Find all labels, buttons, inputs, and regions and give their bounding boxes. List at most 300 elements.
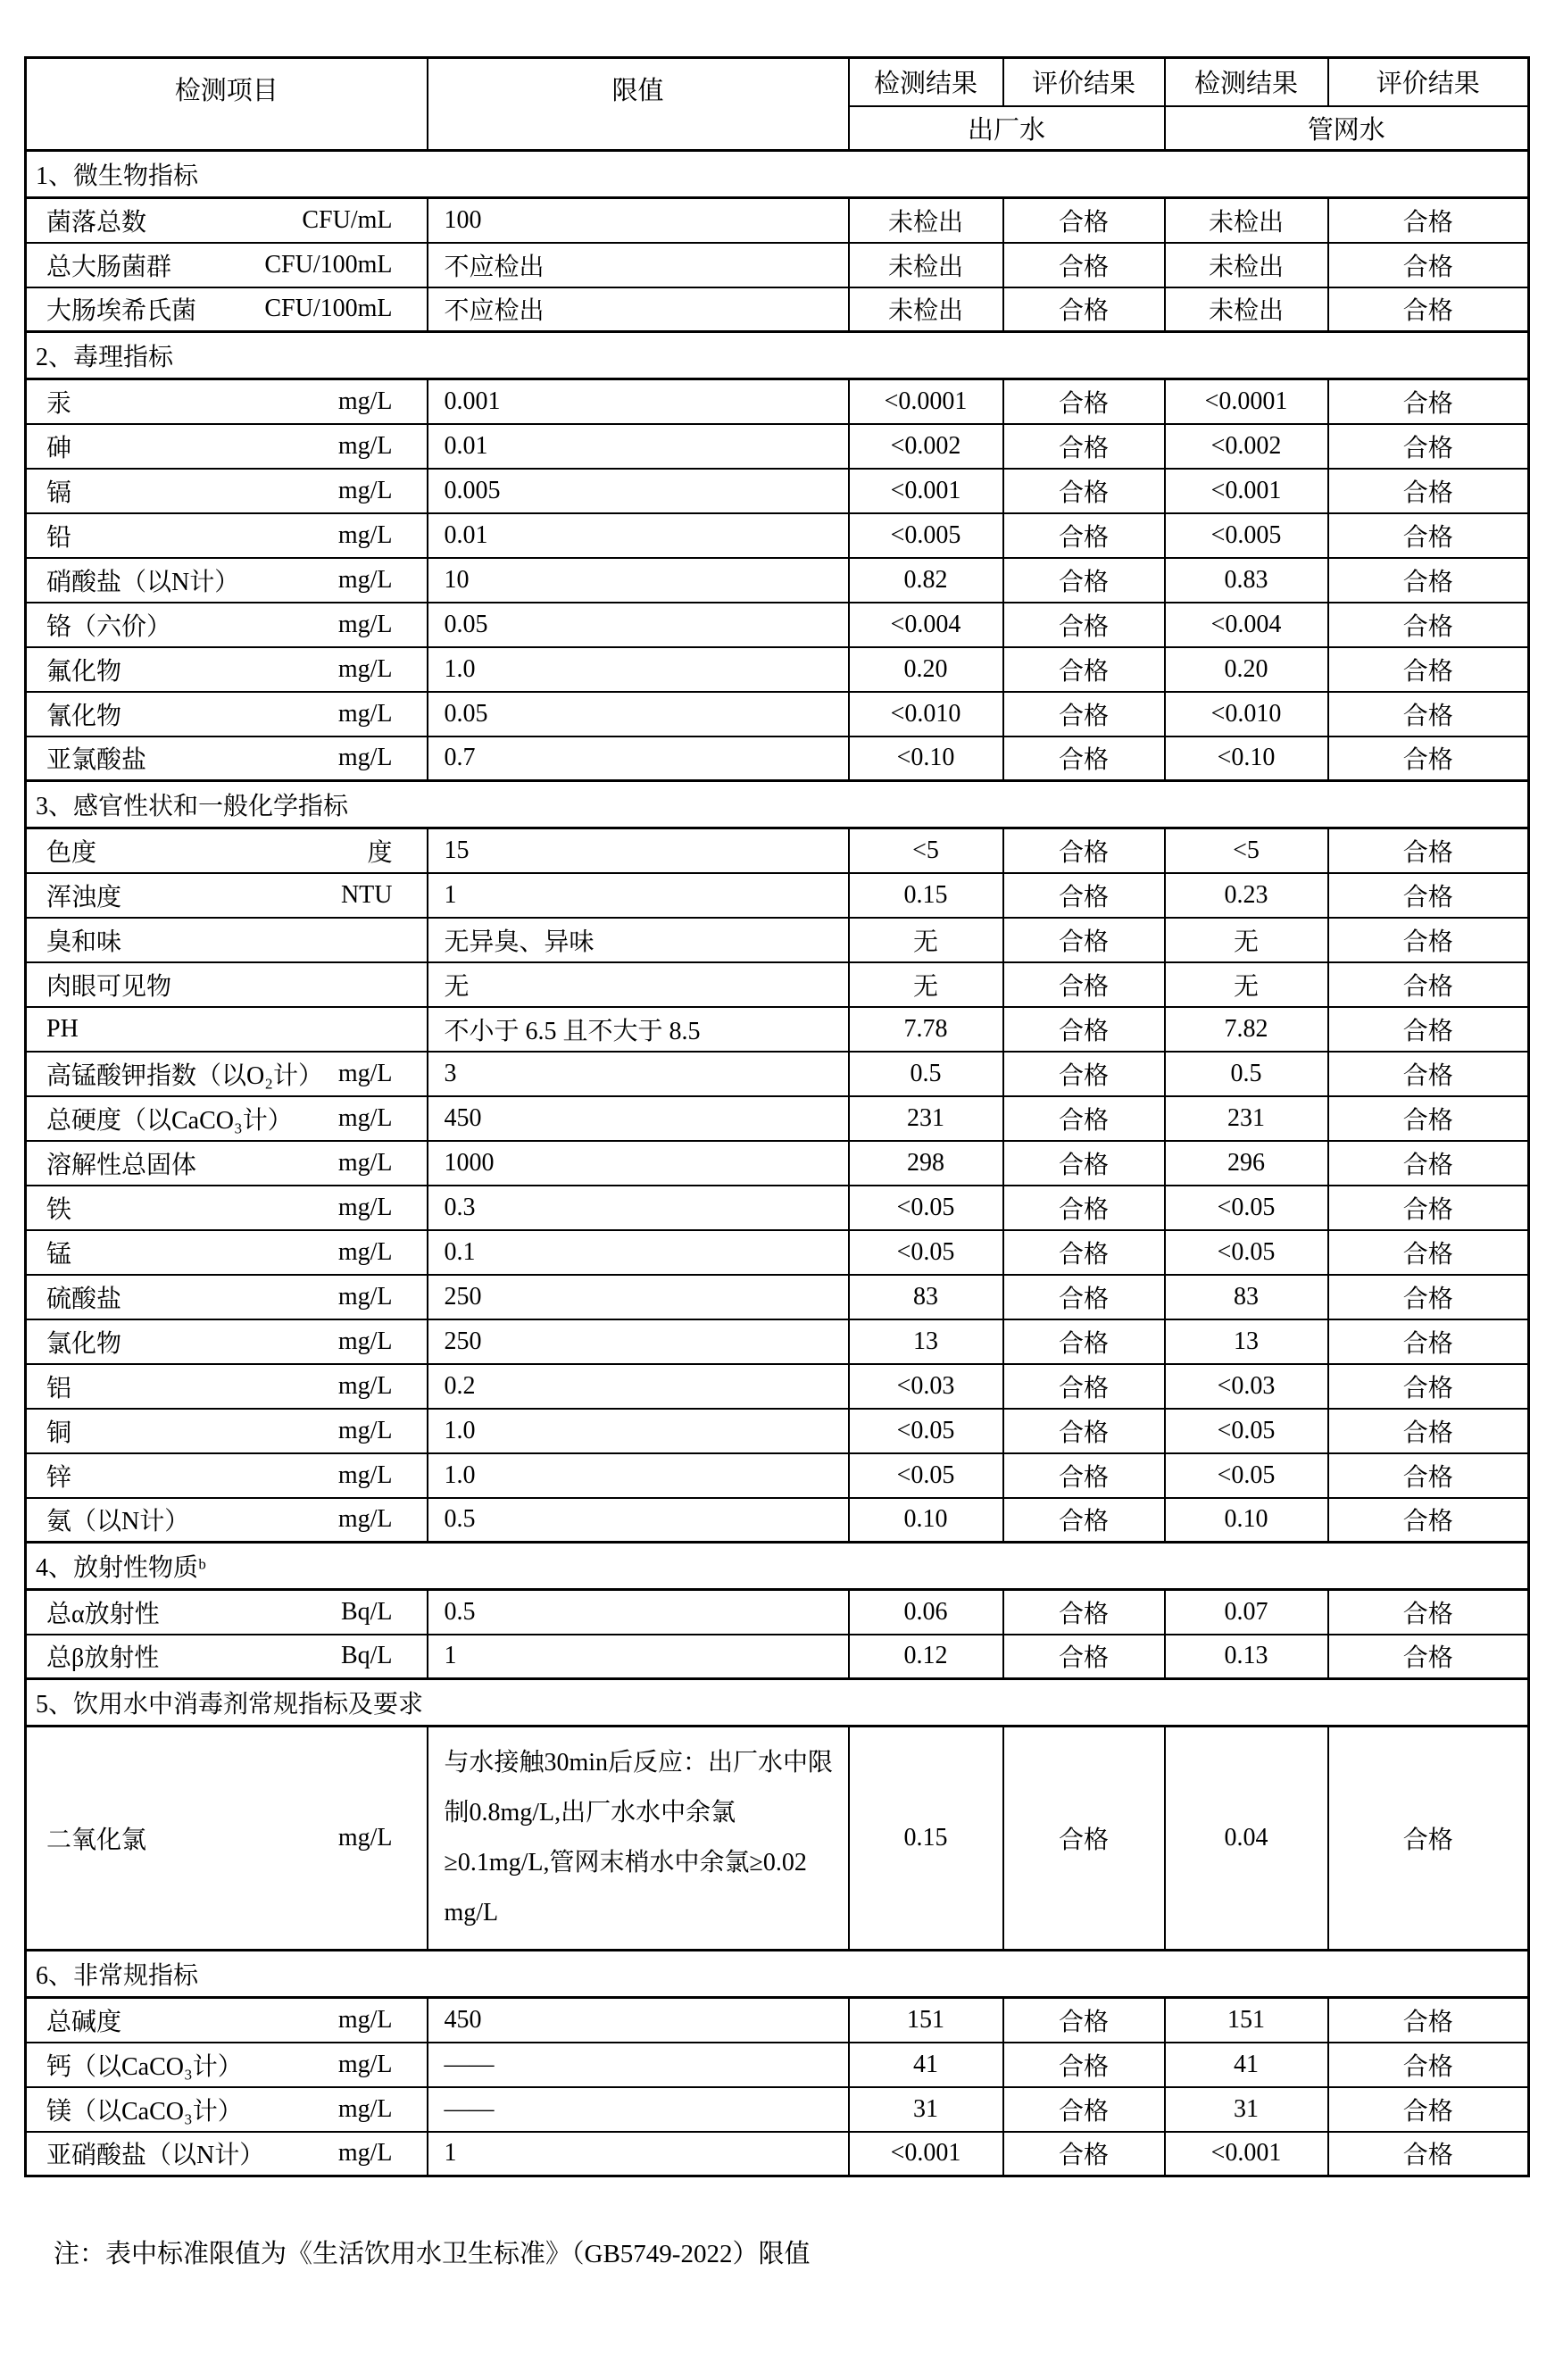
network-result: 31 bbox=[1165, 2087, 1328, 2132]
network-result: <0.10 bbox=[1165, 736, 1328, 781]
table-row bbox=[26, 1364, 1529, 1409]
table-row bbox=[26, 828, 1529, 873]
item-name: 亚硝酸盐（以N计） bbox=[46, 2142, 265, 2170]
header-limit: 限值 bbox=[428, 58, 849, 151]
network-eval: 合格 bbox=[1328, 1998, 1529, 2043]
network-result: 未检出 bbox=[1165, 198, 1328, 243]
header-result-network: 检测结果 bbox=[1165, 58, 1328, 106]
limit-value: 不应检出 bbox=[428, 243, 849, 287]
network-result: 83 bbox=[1165, 1275, 1328, 1319]
item-name: 铜 bbox=[46, 1419, 72, 1447]
factory-result: 151 bbox=[849, 1998, 1003, 2043]
item-name: 铝 bbox=[46, 1374, 72, 1402]
factory-result: <0.05 bbox=[849, 1230, 1003, 1275]
factory-eval: 合格 bbox=[1003, 1409, 1165, 1453]
factory-eval: 合格 bbox=[1003, 736, 1165, 781]
factory-eval: 合格 bbox=[1003, 287, 1165, 332]
network-eval: 合格 bbox=[1328, 828, 1529, 873]
table-row bbox=[26, 1230, 1529, 1275]
factory-result: 41 bbox=[849, 2043, 1003, 2087]
network-result: 未检出 bbox=[1165, 287, 1328, 332]
item-name: 溶解性总固体 bbox=[46, 1151, 197, 1179]
table-header bbox=[26, 58, 1529, 151]
factory-eval: 合格 bbox=[1003, 424, 1165, 469]
limit-value: —— bbox=[428, 2043, 849, 2087]
item-cell bbox=[26, 379, 428, 424]
limit-value: 450 bbox=[428, 1096, 849, 1141]
header-result-factory: 检测结果 bbox=[849, 58, 1003, 106]
limit-value: 0.5 bbox=[428, 1498, 849, 1543]
item-cell bbox=[26, 558, 428, 603]
factory-result: 0.10 bbox=[849, 1498, 1003, 1543]
item-unit: mg/L bbox=[337, 1148, 393, 1177]
network-result: <0.05 bbox=[1165, 1186, 1328, 1230]
item-name: 镉 bbox=[46, 478, 72, 507]
network-result: <0.001 bbox=[1165, 469, 1328, 513]
network-result: 0.13 bbox=[1165, 1635, 1328, 1679]
header-eval-network: 评价结果 bbox=[1328, 58, 1529, 106]
factory-result: <0.0001 bbox=[849, 379, 1003, 424]
section-title: 6、非常规指标 bbox=[26, 1951, 1529, 1998]
item-cell bbox=[26, 1141, 428, 1186]
network-result: 0.07 bbox=[1165, 1590, 1328, 1635]
item-name: 总β放射性 bbox=[46, 1644, 160, 1673]
factory-eval: 合格 bbox=[1003, 603, 1165, 647]
network-eval: 合格 bbox=[1328, 647, 1529, 692]
factory-result: <0.05 bbox=[849, 1409, 1003, 1453]
network-result: 151 bbox=[1165, 1998, 1328, 2043]
item-name: 铁 bbox=[46, 1195, 72, 1224]
item-cell bbox=[26, 2087, 428, 2132]
table-row bbox=[26, 603, 1529, 647]
table-row bbox=[26, 1186, 1529, 1230]
factory-result: 0.82 bbox=[849, 558, 1003, 603]
item-name: 钙（以CaCO₃计） bbox=[46, 2052, 243, 2081]
item-unit: mg/L bbox=[337, 654, 393, 683]
item-unit: mg/L bbox=[337, 1505, 393, 1534]
limit-value: 0.3 bbox=[428, 1186, 849, 1230]
factory-eval: 合格 bbox=[1003, 1007, 1165, 1052]
network-result: <0.010 bbox=[1165, 692, 1328, 736]
item-name: 硝酸盐（以N计） bbox=[46, 568, 240, 596]
network-result: 0.23 bbox=[1165, 873, 1328, 918]
factory-result: 31 bbox=[849, 2087, 1003, 2132]
item-unit: mg/L bbox=[337, 1371, 393, 1400]
header-group-factory: 出厂水 bbox=[849, 106, 1165, 151]
factory-result: 0.15 bbox=[849, 873, 1003, 918]
factory-eval: 合格 bbox=[1003, 469, 1165, 513]
table-row bbox=[26, 918, 1529, 962]
table-row bbox=[26, 2043, 1529, 2087]
limit-value: 1.0 bbox=[428, 1409, 849, 1453]
factory-eval: 合格 bbox=[1003, 513, 1165, 558]
network-eval: 合格 bbox=[1328, 1186, 1529, 1230]
item-name: 总碱度 bbox=[46, 2008, 122, 2036]
table-row bbox=[26, 1453, 1529, 1498]
limit-value: 0.7 bbox=[428, 736, 849, 781]
item-cell bbox=[26, 2043, 428, 2087]
item-name: 氟化物 bbox=[46, 657, 122, 686]
network-eval: 合格 bbox=[1328, 424, 1529, 469]
factory-eval: 合格 bbox=[1003, 1319, 1165, 1364]
item-cell bbox=[26, 513, 428, 558]
item-unit: mg/L bbox=[337, 2050, 393, 2078]
factory-eval: 合格 bbox=[1003, 1498, 1165, 1543]
item-name: 肉眼可见物 bbox=[46, 972, 172, 1001]
factory-eval: 合格 bbox=[1003, 1590, 1165, 1635]
section-header-row bbox=[26, 1679, 1529, 1727]
factory-eval: 合格 bbox=[1003, 1052, 1165, 1096]
section-header-row bbox=[26, 1543, 1529, 1590]
network-result: 0.20 bbox=[1165, 647, 1328, 692]
network-result: <0.05 bbox=[1165, 1409, 1328, 1453]
table-row bbox=[26, 287, 1529, 332]
network-eval: 合格 bbox=[1328, 736, 1529, 781]
item-cell bbox=[26, 1275, 428, 1319]
limit-value: 1.0 bbox=[428, 1453, 849, 1498]
item-unit: mg/L bbox=[337, 610, 393, 638]
item-name: 菌落总数 bbox=[46, 208, 147, 237]
limit-value: —— bbox=[428, 2087, 849, 2132]
network-eval: 合格 bbox=[1328, 513, 1529, 558]
item-cell bbox=[26, 424, 428, 469]
factory-result: 0.12 bbox=[849, 1635, 1003, 1679]
table-row bbox=[26, 1007, 1529, 1052]
item-unit: mg/L bbox=[337, 2094, 393, 2123]
network-eval: 合格 bbox=[1328, 379, 1529, 424]
item-unit: Bq/L bbox=[340, 1597, 393, 1626]
network-result: 296 bbox=[1165, 1141, 1328, 1186]
limit-value: 250 bbox=[428, 1275, 849, 1319]
network-eval: 合格 bbox=[1328, 1052, 1529, 1096]
network-eval: 合格 bbox=[1328, 1230, 1529, 1275]
item-cell bbox=[26, 469, 428, 513]
factory-eval: 合格 bbox=[1003, 1453, 1165, 1498]
item-cell bbox=[26, 287, 428, 332]
limit-value: 450 bbox=[428, 1998, 849, 2043]
item-cell bbox=[26, 1498, 428, 1543]
table-row bbox=[26, 198, 1529, 243]
item-cell bbox=[26, 1007, 428, 1052]
factory-result: <0.001 bbox=[849, 469, 1003, 513]
network-eval: 合格 bbox=[1328, 1141, 1529, 1186]
network-result: 无 bbox=[1165, 962, 1328, 1007]
network-eval: 合格 bbox=[1328, 287, 1529, 332]
network-eval: 合格 bbox=[1328, 1453, 1529, 1498]
limit-value: 1 bbox=[428, 2132, 849, 2176]
table-row bbox=[26, 1727, 1529, 1951]
network-result: <0.0001 bbox=[1165, 379, 1328, 424]
limit-value: 无 bbox=[428, 962, 849, 1007]
limit-value: 1 bbox=[428, 1635, 849, 1679]
item-unit: mg/L bbox=[337, 387, 393, 415]
item-cell bbox=[26, 198, 428, 243]
item-name: 镁（以CaCO₃计） bbox=[46, 2097, 243, 2126]
item-unit: mg/L bbox=[337, 1237, 393, 1266]
network-eval: 合格 bbox=[1328, 1590, 1529, 1635]
factory-eval: 合格 bbox=[1003, 1230, 1165, 1275]
item-cell bbox=[26, 1052, 428, 1096]
factory-eval: 合格 bbox=[1003, 1635, 1165, 1679]
section-header-row bbox=[26, 781, 1529, 828]
network-result: 无 bbox=[1165, 918, 1328, 962]
factory-eval: 合格 bbox=[1003, 1141, 1165, 1186]
limit-value: 无异臭、异味 bbox=[428, 918, 849, 962]
network-result: 0.83 bbox=[1165, 558, 1328, 603]
item-name: 铅 bbox=[46, 523, 72, 552]
limit-value: 0.5 bbox=[428, 1590, 849, 1635]
network-eval: 合格 bbox=[1328, 2132, 1529, 2176]
table-row bbox=[26, 558, 1529, 603]
water-quality-table bbox=[24, 56, 1530, 2177]
item-cell bbox=[26, 2132, 428, 2176]
item-cell bbox=[26, 692, 428, 736]
item-name: 硫酸盐 bbox=[46, 1285, 122, 1313]
item-cell bbox=[26, 1635, 428, 1679]
table-row bbox=[26, 1275, 1529, 1319]
network-eval: 合格 bbox=[1328, 2087, 1529, 2132]
factory-result: 298 bbox=[849, 1141, 1003, 1186]
network-eval: 合格 bbox=[1328, 1319, 1529, 1364]
table-row bbox=[26, 647, 1529, 692]
item-cell bbox=[26, 647, 428, 692]
limit-value: 0.01 bbox=[428, 513, 849, 558]
item-name: 亚氯酸盐 bbox=[46, 746, 147, 775]
item-unit: CFU/100mL bbox=[264, 295, 393, 323]
item-unit: mg/L bbox=[337, 565, 393, 594]
network-eval: 合格 bbox=[1328, 603, 1529, 647]
factory-eval: 合格 bbox=[1003, 2087, 1165, 2132]
factory-eval: 合格 bbox=[1003, 2132, 1165, 2176]
item-unit: mg/L bbox=[337, 699, 393, 728]
table-row bbox=[26, 1096, 1529, 1141]
table-row bbox=[26, 1409, 1529, 1453]
item-unit: mg/L bbox=[337, 1193, 393, 1221]
item-name: 氯化物 bbox=[46, 1329, 122, 1358]
item-name: PH bbox=[46, 1014, 79, 1043]
item-unit: mg/L bbox=[337, 2005, 393, 2034]
network-result: <0.05 bbox=[1165, 1230, 1328, 1275]
item-name: 氰化物 bbox=[46, 702, 122, 730]
limit-value: 0.05 bbox=[428, 603, 849, 647]
item-name: 铬（六价） bbox=[46, 612, 172, 641]
network-result: 未检出 bbox=[1165, 243, 1328, 287]
factory-eval: 合格 bbox=[1003, 962, 1165, 1007]
report-table-body bbox=[26, 151, 1529, 2176]
factory-result: 无 bbox=[849, 962, 1003, 1007]
factory-result: 未检出 bbox=[849, 243, 1003, 287]
network-result: 13 bbox=[1165, 1319, 1328, 1364]
table-row bbox=[26, 1590, 1529, 1635]
limit-value: 0.01 bbox=[428, 424, 849, 469]
factory-eval: 合格 bbox=[1003, 1096, 1165, 1141]
factory-eval: 合格 bbox=[1003, 873, 1165, 918]
network-eval: 合格 bbox=[1328, 1409, 1529, 1453]
network-eval: 合格 bbox=[1328, 1275, 1529, 1319]
factory-result: 0.06 bbox=[849, 1590, 1003, 1635]
table-row bbox=[26, 469, 1529, 513]
factory-result: 7.78 bbox=[849, 1007, 1003, 1052]
limit-value: 0.1 bbox=[428, 1230, 849, 1275]
network-eval: 合格 bbox=[1328, 1007, 1529, 1052]
limit-value: 1.0 bbox=[428, 647, 849, 692]
item-cell bbox=[26, 1409, 428, 1453]
factory-result: 未检出 bbox=[849, 287, 1003, 332]
limit-value: 100 bbox=[428, 198, 849, 243]
network-result: 0.04 bbox=[1165, 1727, 1328, 1951]
network-result: <0.001 bbox=[1165, 2132, 1328, 2176]
table-row bbox=[26, 1052, 1529, 1096]
network-result: 41 bbox=[1165, 2043, 1328, 2087]
item-name: 汞 bbox=[46, 389, 72, 418]
item-cell bbox=[26, 1364, 428, 1409]
limit-value: 0.2 bbox=[428, 1364, 849, 1409]
section-title: 3、感官性状和一般化学指标 bbox=[26, 781, 1529, 828]
factory-eval: 合格 bbox=[1003, 2043, 1165, 2087]
item-unit: mg/L bbox=[337, 1460, 393, 1489]
limit-value: 3 bbox=[428, 1052, 849, 1096]
item-cell bbox=[26, 1453, 428, 1498]
item-cell bbox=[26, 736, 428, 781]
limit-value: 15 bbox=[428, 828, 849, 873]
table-row bbox=[26, 1498, 1529, 1543]
item-unit: mg/L bbox=[337, 476, 393, 504]
factory-result: 未检出 bbox=[849, 198, 1003, 243]
limit-value: 0.001 bbox=[428, 379, 849, 424]
item-name: 总硬度（以CaCO₃计） bbox=[46, 1106, 293, 1135]
network-eval: 合格 bbox=[1328, 962, 1529, 1007]
item-name: 总α放射性 bbox=[46, 1600, 160, 1628]
network-eval: 合格 bbox=[1328, 1096, 1529, 1141]
factory-eval: 合格 bbox=[1003, 1727, 1165, 1951]
item-name: 总大肠菌群 bbox=[46, 253, 172, 281]
item-unit: mg/L bbox=[337, 431, 393, 460]
network-eval: 合格 bbox=[1328, 243, 1529, 287]
table-row bbox=[26, 1635, 1529, 1679]
table-row bbox=[26, 379, 1529, 424]
item-cell bbox=[26, 1186, 428, 1230]
item-cell bbox=[26, 873, 428, 918]
factory-eval: 合格 bbox=[1003, 198, 1165, 243]
item-cell bbox=[26, 828, 428, 873]
factory-eval: 合格 bbox=[1003, 828, 1165, 873]
item-cell bbox=[26, 603, 428, 647]
limit-value: 10 bbox=[428, 558, 849, 603]
network-result: <5 bbox=[1165, 828, 1328, 873]
factory-eval: 合格 bbox=[1003, 1364, 1165, 1409]
header-eval-factory: 评价结果 bbox=[1003, 58, 1165, 106]
item-unit: mg/L bbox=[337, 1824, 393, 1852]
factory-eval: 合格 bbox=[1003, 379, 1165, 424]
item-unit: mg/L bbox=[337, 1059, 393, 1087]
network-result: <0.004 bbox=[1165, 603, 1328, 647]
item-unit: mg/L bbox=[337, 1282, 393, 1311]
standard-footnote: 注：表中标准限值为《生活饮用水卫生标准》（GB5749-2022）限值 bbox=[54, 2240, 811, 2268]
factory-result: <0.05 bbox=[849, 1186, 1003, 1230]
header-group-network: 管网水 bbox=[1165, 106, 1529, 151]
item-unit: mg/L bbox=[337, 744, 393, 772]
item-name: 锌 bbox=[46, 1463, 72, 1492]
network-eval: 合格 bbox=[1328, 2043, 1529, 2087]
network-eval: 合格 bbox=[1328, 1364, 1529, 1409]
limit-value: 0.05 bbox=[428, 692, 849, 736]
item-cell bbox=[26, 243, 428, 287]
factory-result: 13 bbox=[849, 1319, 1003, 1364]
limit-value: 不小于 6.5 且不大于 8.5 bbox=[428, 1007, 849, 1052]
item-unit: 度 bbox=[367, 838, 393, 867]
item-name: 砷 bbox=[46, 434, 72, 462]
factory-result: <0.010 bbox=[849, 692, 1003, 736]
network-eval: 合格 bbox=[1328, 873, 1529, 918]
item-unit: mg/L bbox=[337, 2139, 393, 2168]
section-header-row bbox=[26, 332, 1529, 379]
table-row bbox=[26, 2087, 1529, 2132]
header-row-main bbox=[26, 58, 1529, 106]
factory-result: 0.5 bbox=[849, 1052, 1003, 1096]
section-title: 1、微生物指标 bbox=[26, 151, 1529, 198]
table-row bbox=[26, 1319, 1529, 1364]
factory-eval: 合格 bbox=[1003, 918, 1165, 962]
item-cell bbox=[26, 1230, 428, 1275]
network-eval: 合格 bbox=[1328, 1635, 1529, 1679]
table-row bbox=[26, 962, 1529, 1007]
network-eval: 合格 bbox=[1328, 469, 1529, 513]
network-eval: 合格 bbox=[1328, 918, 1529, 962]
item-cell bbox=[26, 1590, 428, 1635]
table-row bbox=[26, 2132, 1529, 2176]
factory-eval: 合格 bbox=[1003, 647, 1165, 692]
section-title: 5、饮用水中消毒剂常规指标及要求 bbox=[26, 1679, 1529, 1727]
factory-eval: 合格 bbox=[1003, 692, 1165, 736]
item-unit: mg/L bbox=[337, 1327, 393, 1355]
factory-result: <5 bbox=[849, 828, 1003, 873]
factory-eval: 合格 bbox=[1003, 558, 1165, 603]
header-item: 检测项目 bbox=[26, 58, 428, 151]
network-result: <0.03 bbox=[1165, 1364, 1328, 1409]
table-row bbox=[26, 513, 1529, 558]
limit-value: 0.005 bbox=[428, 469, 849, 513]
network-eval: 合格 bbox=[1328, 198, 1529, 243]
table-row bbox=[26, 692, 1529, 736]
item-name: 色度 bbox=[46, 838, 97, 867]
item-name: 浑浊度 bbox=[46, 883, 122, 911]
item-cell bbox=[26, 1998, 428, 2043]
table-row bbox=[26, 1998, 1529, 2043]
section-title: 2、毒理指标 bbox=[26, 332, 1529, 379]
factory-eval: 合格 bbox=[1003, 1275, 1165, 1319]
limit-value: 不应检出 bbox=[428, 287, 849, 332]
factory-eval: 合格 bbox=[1003, 1186, 1165, 1230]
item-name: 大肠埃希氏菌 bbox=[46, 297, 197, 326]
item-unit: Bq/L bbox=[340, 1642, 393, 1670]
network-result: <0.005 bbox=[1165, 513, 1328, 558]
factory-result: 0.15 bbox=[849, 1727, 1003, 1951]
limit-value: 与水接触30min后反应：出厂水中限制0.8mg/L,出厂水水中余氯≥0.1mg/L,管网末梢水中余氯≥0.02 mg/L bbox=[428, 1727, 849, 1951]
network-result: 0.5 bbox=[1165, 1052, 1328, 1096]
factory-eval: 合格 bbox=[1003, 243, 1165, 287]
network-result: 7.82 bbox=[1165, 1007, 1328, 1052]
network-eval: 合格 bbox=[1328, 558, 1529, 603]
item-name: 二氧化氯 bbox=[46, 1827, 147, 1854]
factory-result: <0.10 bbox=[849, 736, 1003, 781]
factory-result: <0.001 bbox=[849, 2132, 1003, 2176]
item-unit: NTU bbox=[340, 880, 393, 909]
factory-eval: 合格 bbox=[1003, 1998, 1165, 2043]
table-row bbox=[26, 424, 1529, 469]
factory-result: <0.05 bbox=[849, 1453, 1003, 1498]
item-name: 高锰酸钾指数（以O₂计） bbox=[46, 1061, 323, 1090]
item-unit: mg/L bbox=[337, 1416, 393, 1444]
